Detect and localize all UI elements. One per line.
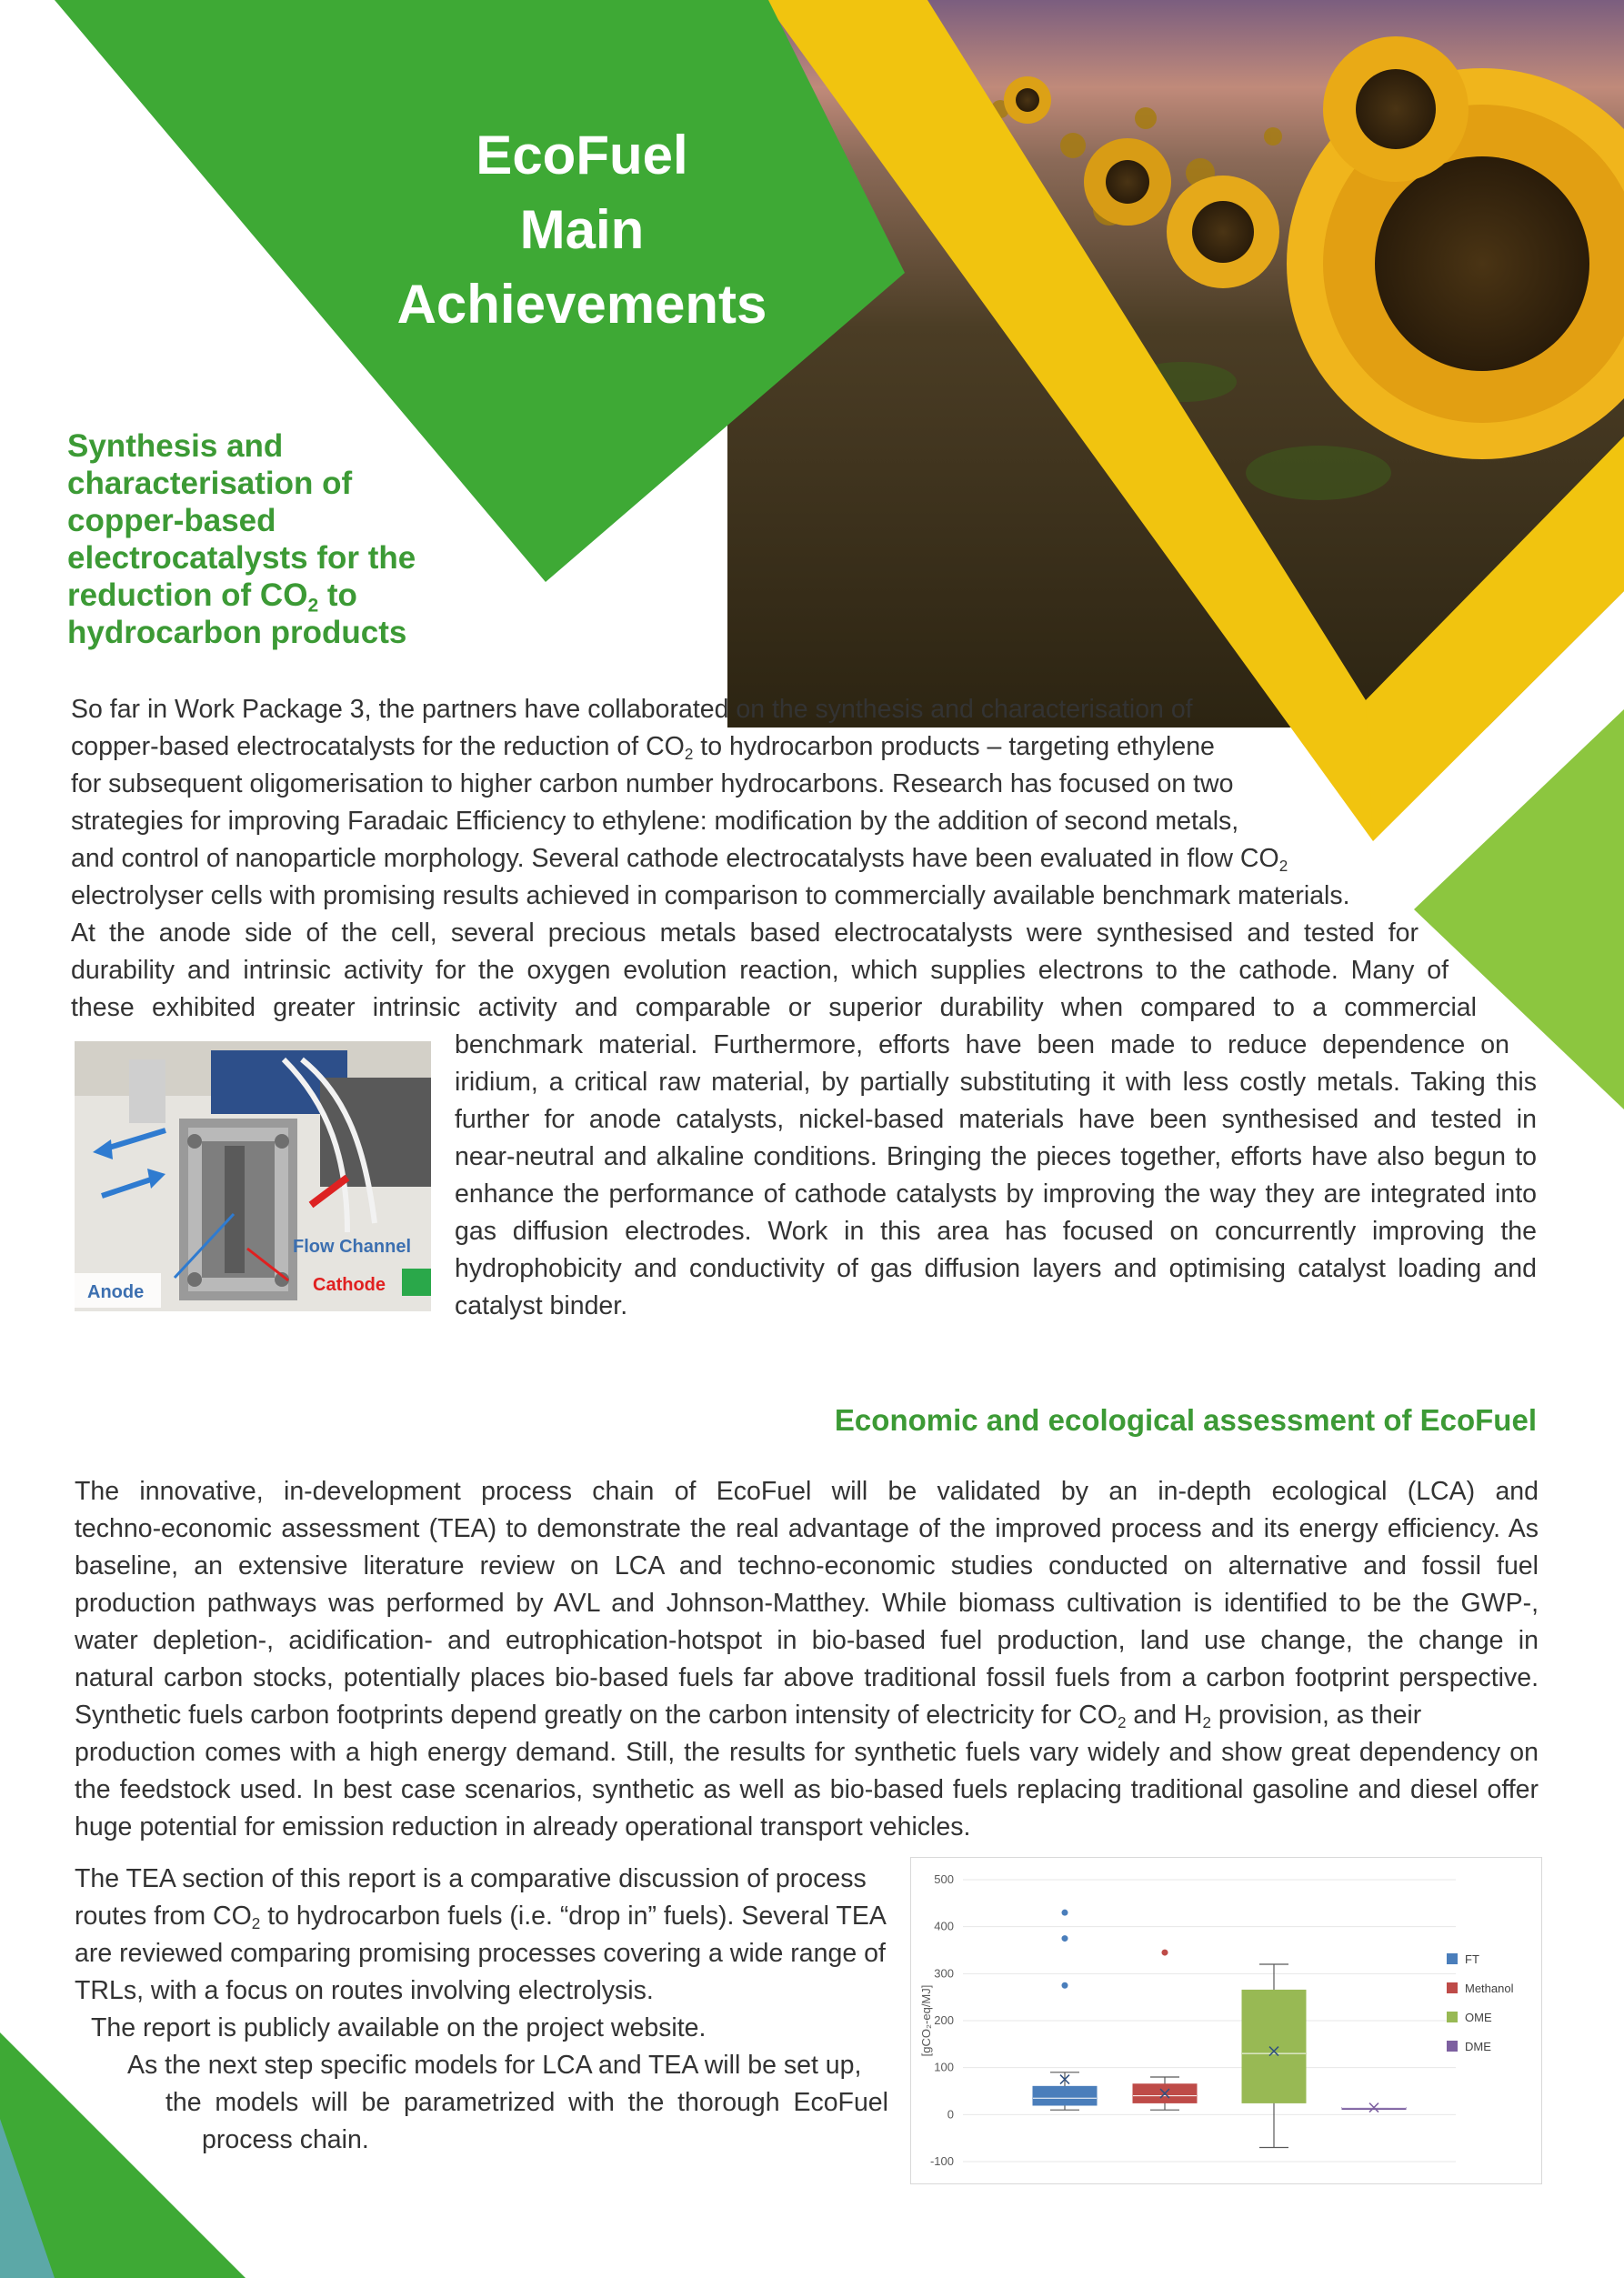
legend-label: DME — [1465, 2040, 1491, 2053]
body-line: At the anode side of the cell, several precious metals based electrocatalysts were synthesised and tested for — [71, 918, 1418, 948]
heading-line: characterisation of — [67, 466, 353, 501]
body-line: near-neutral and alkaline conditions. Bringing the pieces together, efforts have also begun to — [455, 1142, 1537, 1171]
body-line — [75, 1898, 887, 1935]
subscript: 2 — [1117, 1714, 1127, 1732]
subscript: 2 — [1202, 1714, 1211, 1732]
body-line: The innovative, in-development process chain of EcoFuel will be validated by an in-depth ecological (LCA) and — [75, 1477, 1539, 1506]
body-line: As the next step specific models for LCA and TEA will be set up, — [127, 2051, 862, 2080]
body-line — [75, 1697, 1539, 1734]
anode-label: Anode — [87, 1282, 145, 1302]
body-line: The report is publicly available on the project website. — [91, 2013, 707, 2042]
y-tick-label: 400 — [934, 1919, 954, 1933]
body-line: huge potential for emission reduction in already operational transport vehicles. — [75, 1812, 971, 1841]
outlier-point — [1162, 1950, 1168, 1956]
y-tick-label: 0 — [947, 2107, 954, 2122]
emissions-boxplot — [910, 1857, 1542, 2184]
body-text: routes from CO — [75, 1902, 252, 1931]
body-line: natural carbon stocks, potentially places bio-based fuels far above traditional fossil fuels from a carbon footprint perspective. — [75, 1663, 1539, 1692]
legend-swatch — [1447, 2041, 1458, 2052]
outlier-point — [1062, 1910, 1068, 1916]
title-line: Achievements — [396, 274, 767, 335]
y-tick-label: 500 — [934, 1872, 954, 1886]
body-line: enhance the performance of cathode catalysts by improving the way they are integrated into — [455, 1179, 1537, 1209]
subscript: 2 — [307, 595, 319, 617]
body-line: benchmark material. Furthermore, efforts have been made to reduce dependence on — [455, 1030, 1509, 1059]
body-line: further for anode catalysts, nickel-based materials have been synthesised and tested in — [455, 1105, 1537, 1134]
title-line: Main — [519, 199, 645, 260]
section2-heading: Economic and ecological assessment of EcoFuel — [834, 1403, 1537, 1437]
body-line: the models will be parametrized with the thorough EcoFuel — [165, 2088, 888, 2117]
subscript: 2 — [684, 746, 694, 764]
body-line: process chain. — [202, 2125, 369, 2154]
subscript: 2 — [1278, 858, 1288, 876]
body-text: Synthetic fuels carbon footprints depend greatly on the carbon intensity of electricity for CO — [75, 1701, 1118, 1730]
body-line: production pathways was performed by AVL and Johnson-Matthey. While biomass cultivation is identified to be the GWP-, — [75, 1589, 1539, 1618]
outlier-point — [1062, 1982, 1068, 1989]
body-line: hydrophobicity and conductivity of gas diffusion layers and optimising catalyst loading and — [455, 1254, 1537, 1283]
legend-label: OME — [1465, 2011, 1492, 2024]
body-line: production comes with a high energy demand. Still, the results for synthetic fuels vary widely and show great dependency on — [75, 1738, 1539, 1767]
legend-swatch — [1447, 1953, 1458, 1964]
body-text: provision, as their — [1210, 1701, 1422, 1730]
title-line: EcoFuel — [476, 125, 688, 186]
cathode-label: Cathode — [313, 1275, 386, 1295]
heading-text: to — [318, 577, 357, 613]
body-line: gas diffusion electrodes. Work in this area has focused on concurrently improving the — [455, 1217, 1537, 1246]
body-line: durability and intrinsic activity for the oxygen evolution reaction, which supplies electrons to the cathode. Many of — [71, 956, 1449, 985]
legend-label: FT — [1465, 1952, 1479, 1966]
subscript: 2 — [251, 1915, 261, 1933]
y-tick-label: 100 — [934, 2060, 954, 2074]
box-body — [1033, 2086, 1097, 2105]
body-line: are reviewed comparing promising processes covering a wide range of — [75, 1939, 886, 1968]
heading-line: electrocatalysts for the — [67, 540, 416, 576]
box-body — [1242, 1990, 1306, 2102]
body-line: baseline, an extensive literature review on LCA and techno-economic studies conducted on alternative and fossil fuel — [75, 1551, 1539, 1581]
body-line: iridium, a critical raw material, by partially substituting it with less costly metals. Taking this — [455, 1068, 1537, 1097]
body-line: the feedstock used. In best case scenarios, synthetic as well as bio-based fuels replacing traditional gasoline and diesel offer — [75, 1775, 1539, 1804]
body-line: for subsequent oligomerisation to higher carbon number hydrocarbons. Research has focused on two — [71, 769, 1234, 798]
y-axis-label: [gCO₂-eq/MJ] — [919, 1984, 933, 2057]
body-line: The TEA section of this report is a comparative discussion of process — [75, 1864, 867, 1893]
y-tick-label: -100 — [929, 2154, 954, 2168]
y-tick-label: 300 — [934, 1966, 954, 1981]
legend-label: Methanol — [1465, 1982, 1514, 1995]
heading-line: Synthesis and — [67, 428, 284, 464]
legend-swatch — [1447, 2012, 1458, 2022]
body-text: copper-based electrocatalysts for the reduction of CO — [71, 732, 685, 761]
heading-text: reduction of CO — [67, 577, 308, 613]
legend-swatch — [1447, 1982, 1458, 1993]
body-text — [75, 1697, 1421, 1734]
body-line: these exhibited greater intrinsic activity and comparable or superior durability when compared to a commercial — [71, 993, 1477, 1022]
body-text: to hydrocarbon fuels (i.e. “drop in” fuels). Several TEA — [260, 1902, 887, 1931]
body-line: TRLs, with a focus on routes involving electrolysis. — [75, 1976, 654, 2005]
body-line: electrolyser cells with promising results achieved in comparison to commercially available benchmark materials. — [71, 881, 1350, 910]
body-line: catalyst binder. — [455, 1291, 628, 1320]
body-text: to hydrocarbon products – targeting ethylene — [700, 732, 1215, 761]
body-text: and control of nanoparticle morphology. Several cathode electrocatalysts have been evaluated in flow CO — [71, 844, 1279, 873]
heading-line: hydrocarbon products — [67, 615, 407, 650]
body-line: strategies for improving Faradaic Efficiency to ethylene: modification by the addition of second metals, — [71, 807, 1239, 836]
body-line: So far in Work Package 3, the partners have collaborated on the synthesis and characterisation of — [71, 695, 1193, 724]
y-tick-label: 200 — [934, 2013, 954, 2027]
body-line: water depletion-, acidification- and eutrophication-hotspot in bio-based fuel production, land use change, the change in — [75, 1626, 1539, 1655]
flow-channel-label: Flow Channel — [293, 1237, 411, 1257]
outlier-point — [1062, 1935, 1068, 1942]
body-line: techno-economic assessment (TEA) to demonstrate the real advantage of the improved process and its energy efficiency. As — [75, 1514, 1539, 1543]
heading-line: copper-based — [67, 503, 276, 538]
body-text: and H — [1126, 1701, 1203, 1730]
